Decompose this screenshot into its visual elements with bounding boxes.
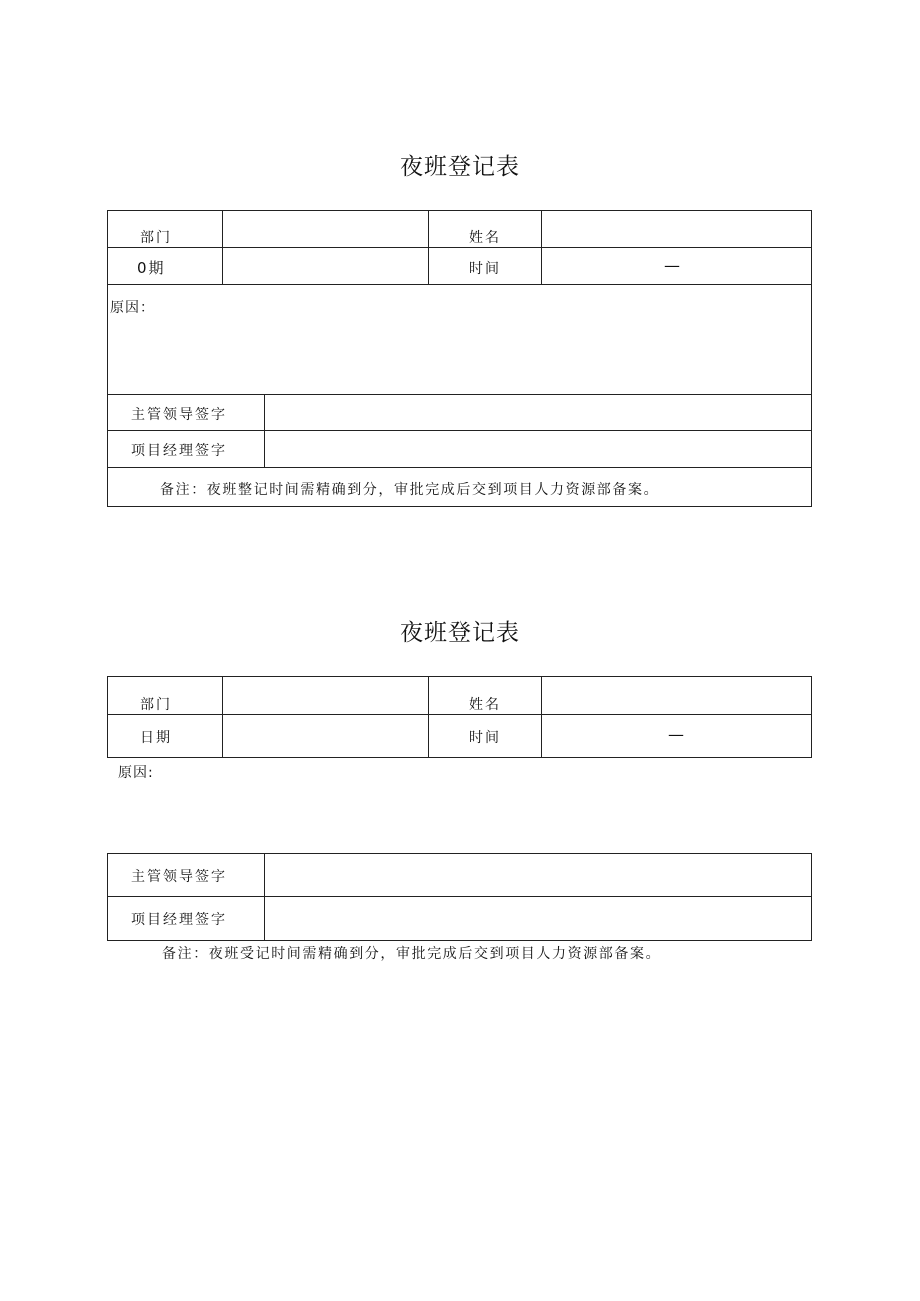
form1-reason-label: 原因：: [110, 300, 155, 316]
form1-name-field[interactable]: [542, 211, 810, 246]
form2-note: 备注：夜班受记时间需精确到分，审批完成后交到项目人力资源部备案。: [162, 946, 662, 962]
form2-pm-sign-field[interactable]: [265, 897, 810, 940]
form2-name-field[interactable]: [542, 677, 810, 713]
form1-date-field[interactable]: [223, 248, 427, 283]
form1-supervisor-sign-label: 主管领导签字: [131, 407, 227, 423]
form1-date-label: 0期: [137, 259, 166, 277]
form1-pm-sign-label: 项目经理签字: [131, 443, 227, 459]
form2-name-label: 姓名: [469, 697, 501, 713]
form1-time-separator: —: [664, 256, 679, 275]
form2-pm-sign-label: 项目经理签字: [131, 912, 227, 928]
form1-reason-field[interactable]: [108, 285, 810, 393]
form2-dept-field[interactable]: [223, 677, 427, 713]
form2-date-field[interactable]: [223, 715, 427, 757]
form1-dept-label: 部门: [140, 230, 172, 246]
form1-name-label: 姓名: [469, 230, 501, 246]
form2-supervisor-sign-label: 主管领导签字: [131, 869, 227, 885]
form2-title: 夜班登记表: [400, 620, 520, 646]
form1-title: 夜班登记表: [400, 154, 520, 180]
form1-pm-sign-field[interactable]: [265, 431, 810, 466]
form2-reason-label: 原因:: [118, 765, 154, 781]
form1-dept-field[interactable]: [223, 211, 427, 246]
form2-col-divider: [428, 676, 429, 758]
form2-date-label: 日期: [140, 730, 172, 746]
form1-col-divider: [428, 210, 429, 284]
form1-row-divider: [107, 467, 812, 468]
form2-supervisor-sign-field[interactable]: [265, 854, 810, 895]
form1-supervisor-sign-field[interactable]: [265, 395, 810, 429]
form2-row-divider: [107, 714, 812, 715]
form2-dept-label: 部门: [140, 697, 172, 713]
form2-time-separator: —: [668, 725, 683, 744]
form2-time-label: 时间: [469, 730, 501, 746]
form1-time-label: 时间: [469, 261, 501, 277]
form2-reason-field[interactable]: [107, 780, 812, 850]
form1-note: 备注：夜班整记时间需精确到分，审批完成后交到项目人力资源部备案。: [160, 482, 660, 498]
form1-row-divider: [107, 247, 812, 248]
